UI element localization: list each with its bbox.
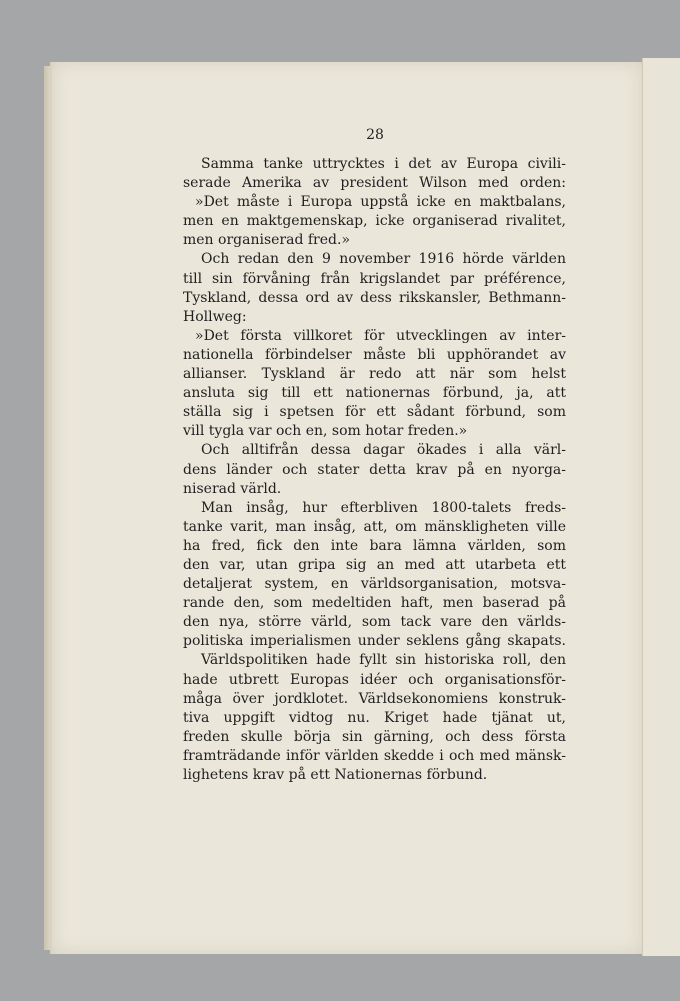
text-line: Man insåg, hur efterbliven 1800-talets freds- [201, 499, 566, 516]
text-line: lighetens krav på ett Nationernas förbund. [183, 767, 488, 783]
text-line: nationella förbindelser måste bli upphörandet av [183, 346, 566, 363]
text-line: hade utbrett Europas idéer och organisationsför- [183, 671, 566, 688]
text-line: allianser. Tyskland är redo att när som helst [183, 366, 566, 383]
text-line: ansluta sig till ett nationernas förbund, ja, att [183, 385, 566, 402]
text-line: dens länder och stater detta krav på en nyorga- [183, 461, 566, 478]
text-line: den var, utan gripa sig an med att utarbeta ett [183, 556, 566, 573]
body-text [183, 155, 566, 785]
text-line: Samma tanke uttrycktes i det av Europa civili- [201, 156, 566, 172]
text-line: men organiserad fred.» [183, 232, 351, 249]
text-line: »Det första villkoret för utvecklingen av inter- [195, 327, 566, 344]
text-line: rande den, som medeltiden haft, men baserad på [183, 595, 566, 612]
text-line: politiska imperialismen under seklens gång skapats. [183, 633, 566, 650]
next-page-edge [642, 58, 680, 956]
text-line: Och redan den 9 november 1916 hörde världen [201, 251, 566, 268]
text-line: måga över jordklotet. Världsekonomiens konstruk- [183, 690, 566, 707]
text-line: ha fred, fick den inte bara lämna världen, som [183, 537, 566, 554]
text-line: tiva uppgift vidtog nu. Kriget hade tjänat ut, [183, 709, 566, 726]
text-line: ställa sig i spetsen för ett sådant förbund, som [183, 404, 566, 421]
text-line: Hollweg: [183, 308, 247, 325]
text-line: men en maktgemenskap, icke organiserad rivalitet, [183, 213, 566, 230]
text-line: vill tygla var och en, som hotar freden.» [183, 423, 468, 440]
text-line: freden skulle börja sin gärning, och dess första [183, 728, 566, 745]
text-line: tanke varit, man insåg, att, om mänskligheten ville [183, 518, 566, 535]
text-line: framträdande inför världen skedde i och med mänsk- [183, 747, 566, 764]
text-line: »Det måste i Europa uppstå icke en maktbalans, [195, 194, 566, 211]
text-line: serade Amerika av president Wilson med orden: [183, 175, 566, 192]
text-line: till sin förvåning från krigslandet par préférence, [183, 270, 566, 287]
text-line: Tyskland, dessa ord av dess rikskansler, Bethmann- [183, 289, 566, 306]
text-line: detaljerat system, en världsorganisation, motsva- [183, 576, 566, 593]
text-line: den nya, större värld, som tack vare den världs- [183, 614, 566, 631]
text-line: Och alltifrån dessa dagar ökades i alla värl- [201, 442, 566, 459]
text-line: Världspolitiken hade fyllt sin historiska roll, den [201, 652, 566, 669]
page-number: 28 [366, 127, 384, 143]
text-line: niserad värld. [183, 480, 282, 497]
